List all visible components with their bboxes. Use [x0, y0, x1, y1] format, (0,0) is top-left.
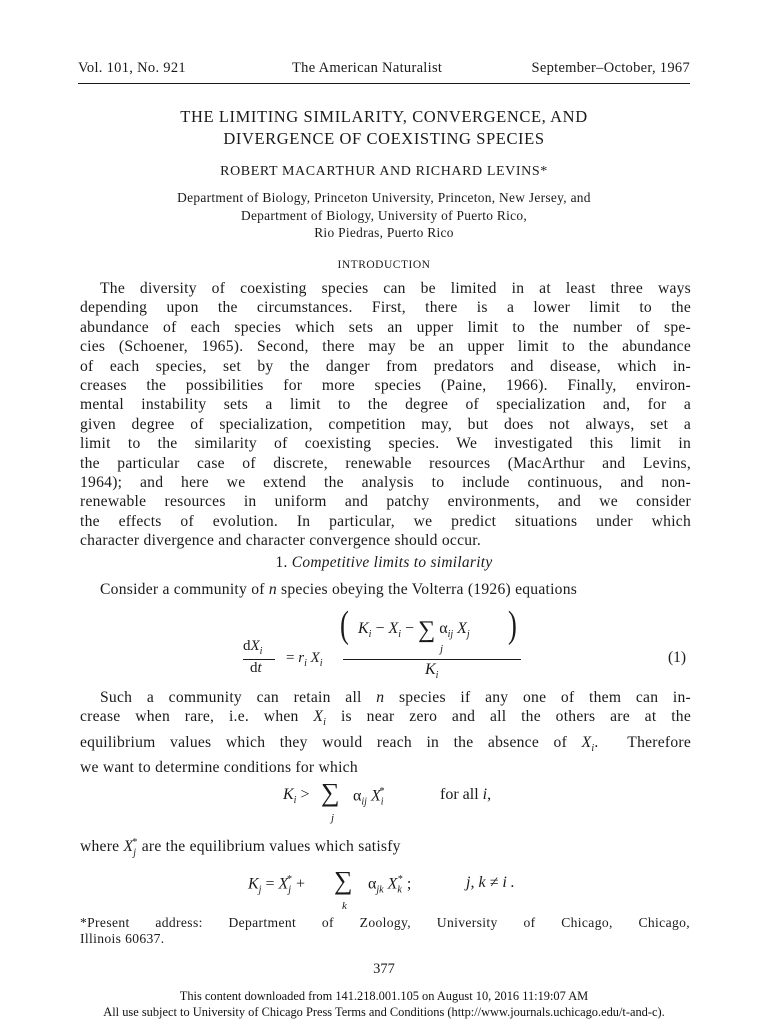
footnote-line: *Present address: Department of Zoology, University of Chicago, Chicago, — [80, 915, 690, 930]
footnote-line: Illinois 60637. — [80, 931, 165, 946]
volume-label: Vol. 101, No. 921 — [78, 60, 186, 76]
subsection-number: 1. — [275, 554, 288, 571]
rhs-fraction-bar — [343, 659, 521, 660]
text-line: given degree of specialization, competition may, but does not always, set a — [80, 415, 691, 433]
equation-3: $K_j = X_j^*$ + ∑ k $\alpha_{jk}$ $X_k^*$ ; j, k ≠ i . — [248, 866, 515, 912]
equation-1: $dX_i$ dt = $r_i$ $X_i$ ( $K_i - X_i$ − ∑ $\alpha_{ij}$ $X_j$ j ) $K_i$ (1) — [243, 604, 687, 682]
paragraph-2 — [80, 688, 691, 778]
rhs-coefficient: = $r_i$ $X_i$ — [286, 650, 323, 669]
equation-number: (1) — [668, 649, 687, 666]
text-line: cies (Schoener, 1965). Second, there may be an upper limit to the abundance — [80, 338, 691, 356]
title-line-2: DIVERGENCE OF COEXISTING SPECIES — [223, 129, 545, 148]
consider-line: Consider a community of n species obeying the Volterra (1926) equations — [100, 581, 578, 598]
text-line: limit to the similarity of coexisting species. We investigated this limit in — [80, 435, 691, 453]
text-line: we want to determine conditions for which — [80, 759, 358, 777]
subsection-title: Competitive limits to similarity — [291, 554, 493, 571]
equation-3-condition: j, k ≠ i . — [466, 874, 515, 891]
text-line: renewable resources in uniform and patchy environments, and we consider — [80, 493, 691, 511]
text-line: depending upon the circumstances. First, there is a lower limit to the — [80, 299, 691, 317]
text-line: equilibrium values which they would reach in the absence of $X_i$. Therefore — [80, 733, 692, 755]
where-line: where $X_j^*$ are the equilibrium values which satisfy — [80, 837, 401, 859]
text-line: The diversity of coexisting species can be limited in at least three ways — [100, 280, 691, 297]
download-notice — [0, 988, 768, 1020]
text-line: abundance of each species which sets an upper limit to the number of spe- — [80, 318, 691, 336]
text-line: the particular case of discrete, renewable resources (MacArthur and Levins, — [80, 454, 691, 472]
affiliation-line: Rio Piedras, Puerto Rico — [314, 225, 454, 240]
issue-date: September–October, 1967 — [531, 60, 690, 76]
section-heading: INTRODUCTION — [337, 259, 431, 271]
text-line: creases the possibilities for more species (Paine, 1966). Finally, environ- — [80, 377, 691, 395]
journal-name: The American Naturalist — [292, 60, 443, 76]
sum-index: j — [440, 643, 444, 655]
affiliation-line: Department of Biology, Princeton University, Princeton, New Jersey, and — [177, 190, 591, 205]
rhs-numerator: $K_i - X_i$ − ∑ $\alpha_{ij}$ $X_j$ — [358, 617, 470, 643]
equation-2: $K_i$ > ∑ j $\alpha_{ij}$ $X_i^*$ for all i, — [283, 778, 492, 824]
text-line: of each species, set by the danger from predators and disease, which in- — [80, 357, 691, 375]
title-line-1: THE LIMITING SIMILARITY, CONVERGENCE, AND — [180, 107, 588, 126]
text-line: crease when rare, i.e. when $X_i$ is near zero and all the others are at the — [80, 708, 691, 729]
footnote — [80, 915, 690, 947]
equation-2-condition: for all i, — [440, 786, 492, 803]
page-number: 377 — [373, 961, 395, 977]
download-notice-line: All use subject to University of Chicago Press Terms and Conditions (http://www.journals.uchicago.edu/t-and-c). — [103, 1005, 665, 1019]
lhs-denominator: dt — [250, 660, 262, 676]
text-line: mental instability sets a limit to the degree of specialization and, for a — [80, 396, 691, 414]
download-notice-line: This content downloaded from 141.218.001.105 on August 10, 2016 11:19:07 AM — [179, 989, 589, 1003]
author-list: ROBERT MACARTHUR AND RICHARD LEVINS* — [220, 164, 548, 179]
text-line: the effects of evolution. In particular, we predict situations under which — [80, 512, 691, 530]
affiliation-line: Department of Biology, University of Puerto Rico, — [240, 207, 528, 223]
text-line: Such a community can retain all n species if any one of them can in- — [100, 689, 691, 706]
text-line: 1964); and here we extend the analysis to include continuous, and non- — [80, 474, 691, 492]
rhs-denominator: $K_i$ — [425, 661, 439, 682]
text-line: character divergence and character convergence should occur. — [80, 532, 482, 550]
lhs-numerator: $dX_i$ — [243, 638, 263, 657]
